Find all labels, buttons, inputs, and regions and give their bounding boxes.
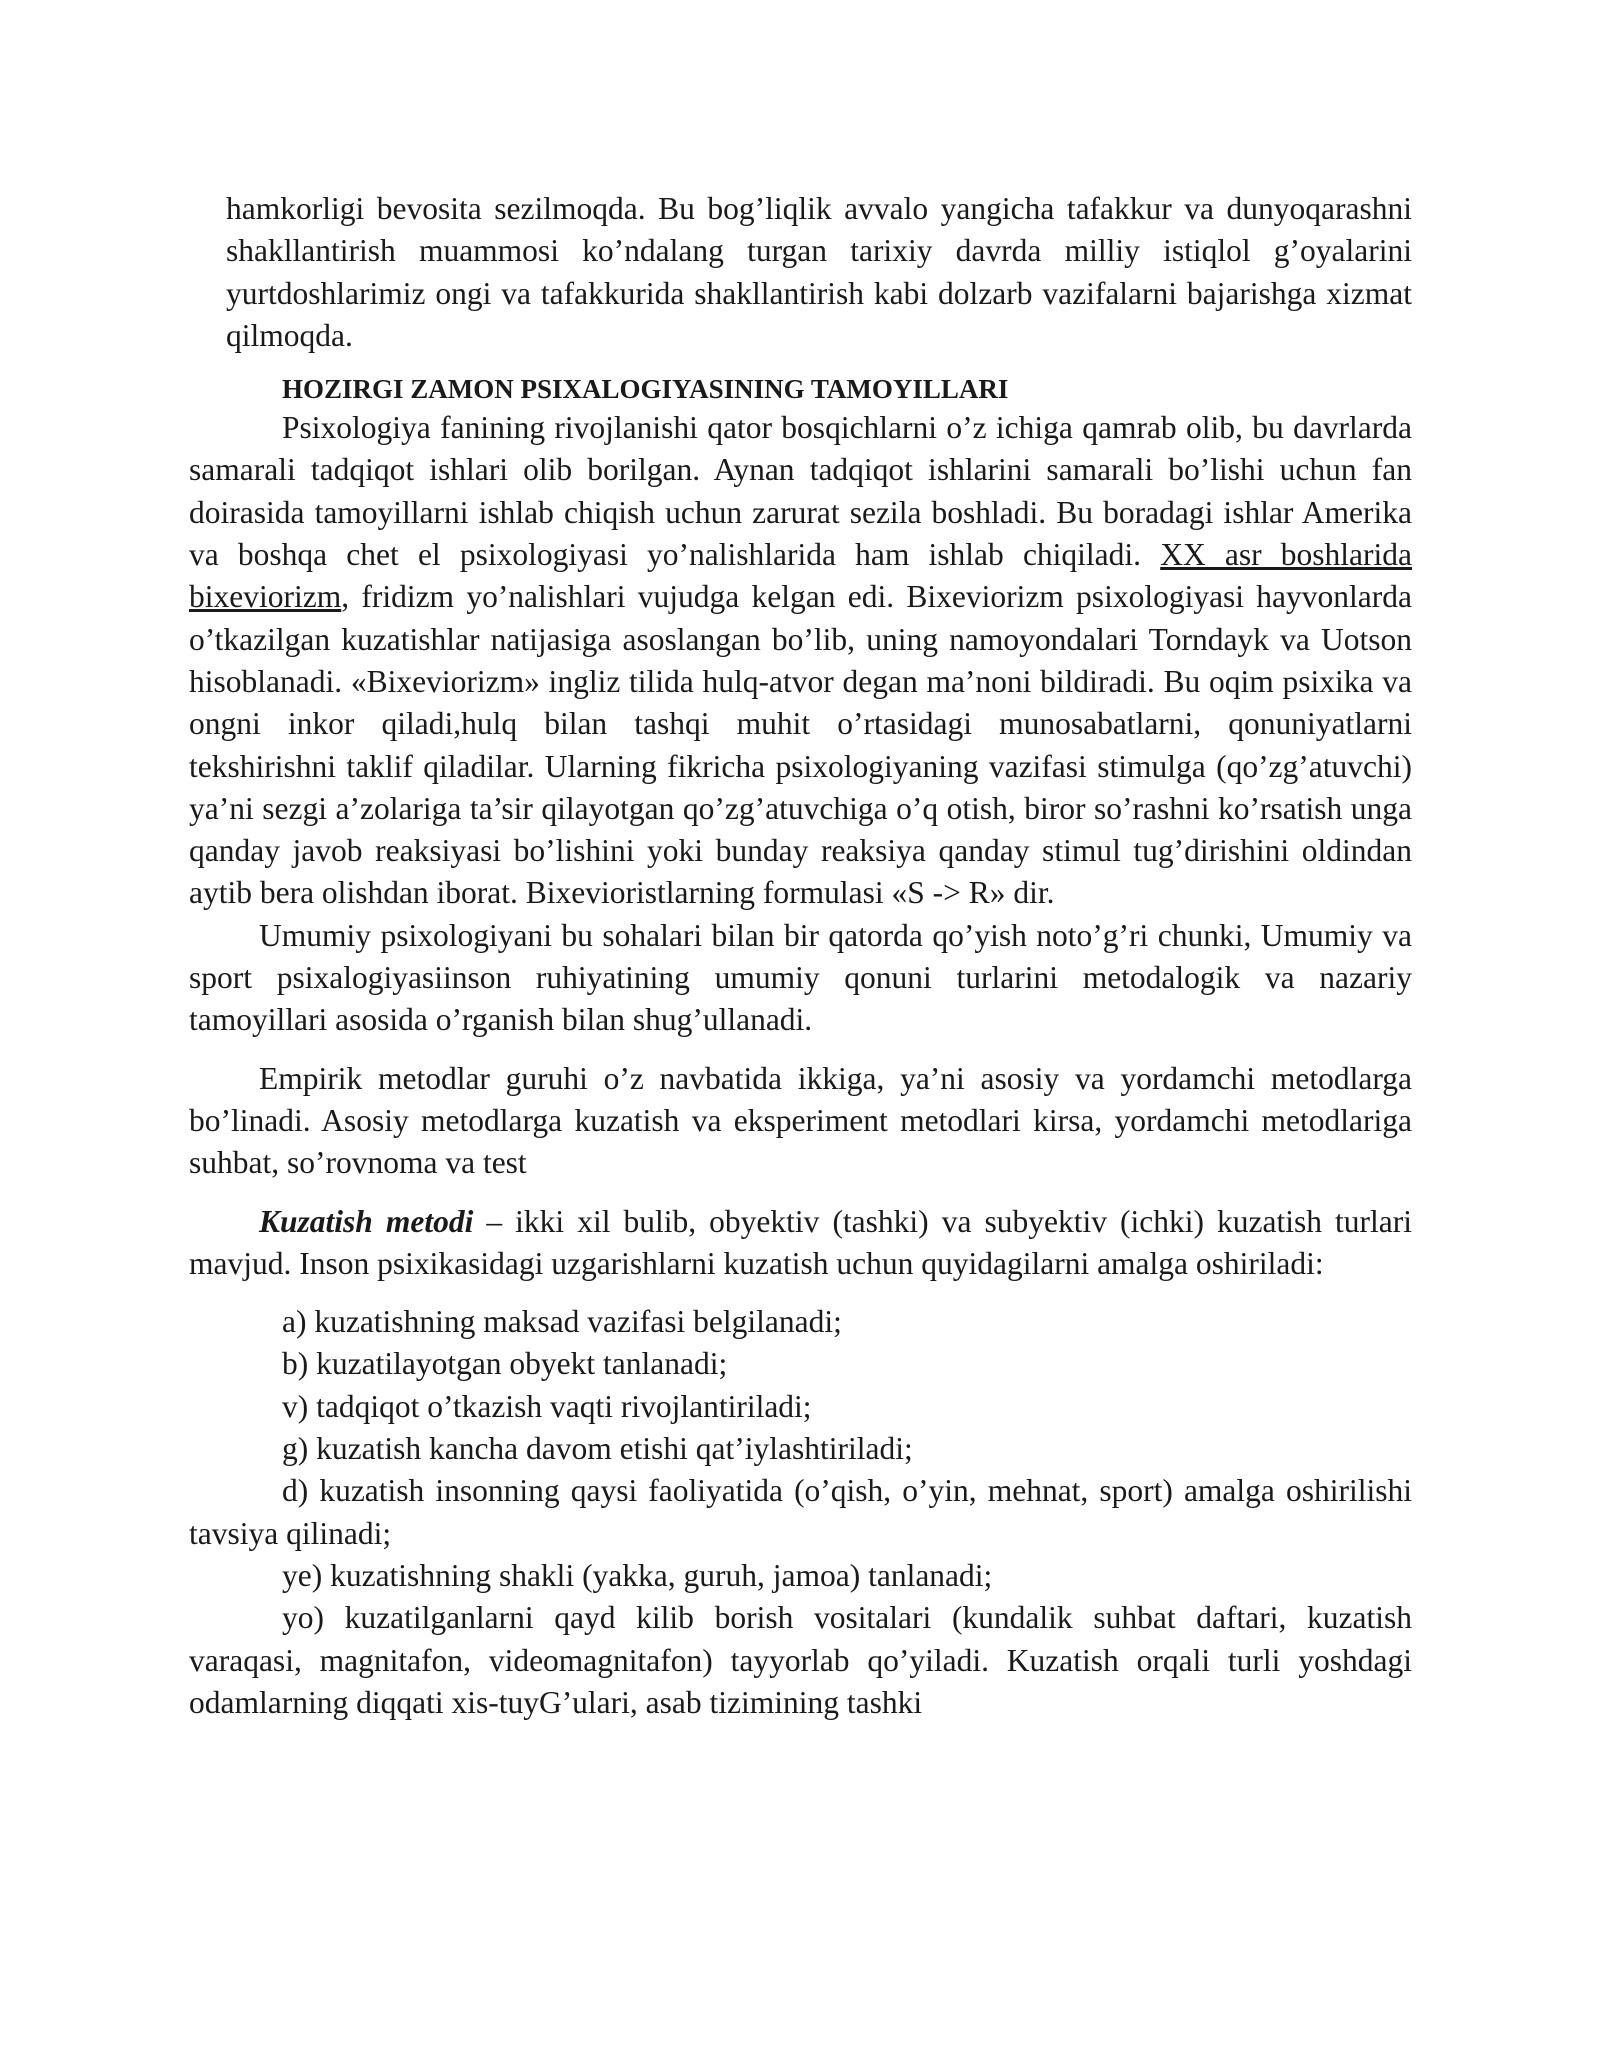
observation-method-text: – ikki xil bulib, obyektiv (tashki) va subyektiv (ichki) kuzatish turlari mavjud. Inson psixikasidagi uzgarishlarni kuzatish uchun quyidagilarni amalga oshiriladi: — [189, 1203, 1412, 1281]
section-heading: HOZIRGI ZAMON PSIXALOGIYASINING TAMOYILLARI — [282, 374, 1009, 405]
list-item: ye) kuzatishning shakli (yakka, guruh, jamoa) tanlanadi; — [282, 1557, 993, 1593]
observation-method-term: Kuzatish metodi — [259, 1203, 474, 1239]
observation-steps-list — [189, 1301, 1412, 1724]
paragraph-empirical-methods: Empirik metodlar guruhi o’z navbatida ikkiga, ya’ni asosiy va yordamchi metodlarga bo’linadi. Asosiy metodlarga kuzatish va eksperiment metodlari kirsa, yordamchi metodlariga suhbat, so’rovnoma va test — [189, 1060, 1412, 1181]
list-item: b) kuzatilayotgan obyekt tanlanadi; — [282, 1346, 728, 1382]
paragraph-general-psychology: Umumiy psixologiyani bu sohalari bilan bir qatorda qo’yish noto’g’ri chunki, Umumiy va sport psixalogiyasiinson ruhiyatining umumiy qonuni turlarini metodalogik va nazariy tamoyillari asosida o’rganish bilan shug’ullanadi. — [189, 917, 1412, 1038]
list-item: d) kuzatish insonning qaysi faoliyatida (o’qish, o’yin, mehnat, sport) amalga oshirilishi tavsiya qilinadi; — [189, 1473, 1412, 1551]
list-item: yo) kuzatilganlarni qayd kilib borish vositalari (kundalik suhbat daftari, kuzatish varaqasi, magnitafon, videomagnitafon) tayyorlab qo’yiladi. Kuzatish orqali turli yoshdagi odamlarning diqqati xis-tuyG’ulari, asab tizimining tashki — [189, 1600, 1412, 1720]
paragraph-behaviorism — [189, 407, 1412, 915]
paragraph-behaviorism-continuation: , fridizm yo’nalishlari vujudga kelgan edi. Bixeviorizm psixologiyasi hayvonlarda o’tkazilgan kuzatishlar natijasiga asoslangan bo’lib, uning namoyondalari Torndayk va Uotson hisoblanadi. «Bixeviorizm» ingliz tilida hulq-atvor degan ma’noni bildiradi. Bu oqim psixika va ongni inkor qiladi,hulq bilan tashqi muhit o’rtasidagi munosabatlarni, qonuniyatlarni tekshirishni taklif qiladilar. Ularning fikricha psixologiyaning vazifasi stimulga (qo’zg’atuvchi) ya’ni sezgi a’zolariga ta’sir qilayotgan qo’zg’atuvchiga o’q otish, biror so’rashni ko’rsatish unga qanday javob reaksiyasi bo’lishini yoki bunday reaksiya qanday stimul tug’dirishini oldindan aytib bera olishdan iborat. Bixevioristlarning formulasi «S -> R» dir. — [189, 579, 1412, 911]
intro-paragraph: hamkorligi bevosita sezilmoqda. Bu bog’liqlik avvalo yangicha tafakkur va dunyoqarashni shakllantirish muammosi ko’ndalang turgan tarixiy davrda milliy istiqlol g’oyalarini yurtdoshlarimiz ongi va tafakkurida shakllantirish kabi dolzarb vazifalarni bajarishga xizmat qilmoqda. — [226, 191, 1412, 353]
paragraph-observation-method — [189, 1201, 1412, 1286]
list-item: a) kuzatishning maksad vazifasi belgilanadi; — [282, 1304, 842, 1340]
paragraph-behaviorism-text: Psixologiya fanining rivojlanishi qator bosqichlarni o’z ichiga qamrab olib, bu davrlarda samarali tadqiqot ishlari olib borilgan. Aynan tadqiqot ishlarini samarali bo’lishi uchun fan doirasida tamoyillarni ishlab chiqish uchun zarurat sezila boshladi. Bu boradagi ishlar Amerika va boshqa chet el psixologiyasi yo’nalishlarida ham ishlab chiqiladi. — [189, 410, 1412, 573]
underlined-phrase: XX asr boshlarida bixeviorizm — [189, 537, 1412, 615]
document-page — [189, 188, 1412, 1724]
list-item: g) kuzatish kancha davom etishi qat’iylashtiriladi; — [282, 1431, 913, 1467]
list-item: v) tadqiqot o’tkazish vaqti rivojlantiriladi; — [282, 1388, 812, 1424]
